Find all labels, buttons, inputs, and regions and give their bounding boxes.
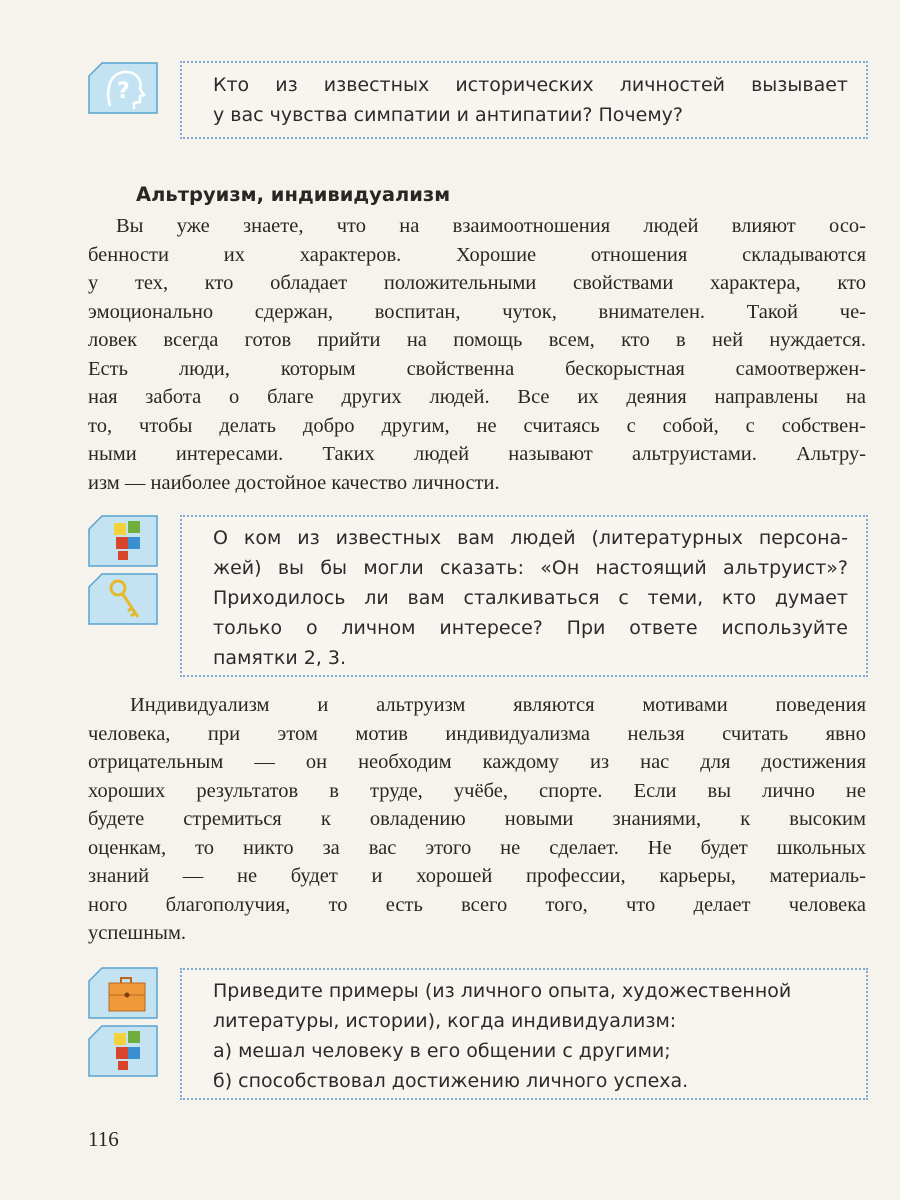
text-line: ными интересами. Таких людей называют альтруистами. Альтру- bbox=[88, 443, 866, 465]
page-number: 116 bbox=[88, 1127, 119, 1151]
question-line: а) мешал человеку в его общении с другими; bbox=[213, 1040, 671, 1062]
question-line: только о личном интересе? При ответе используйте bbox=[213, 617, 848, 639]
text-line: изм — наиболее достойное качество личности. bbox=[88, 471, 500, 494]
key-icon bbox=[88, 573, 158, 625]
paragraph-individualism bbox=[88, 691, 866, 948]
question-line: жей) вы бы могли сказать: «Он настоящий альтруист»? bbox=[213, 557, 848, 579]
question-line: литературы, истории), когда индивидуализм: bbox=[213, 1010, 677, 1032]
text-line: Есть люди, которым свойственна бескорыстная самоотвержен- bbox=[88, 357, 866, 380]
question-line: б) способствовал достижению личного успеха. bbox=[213, 1070, 689, 1092]
text-line: то, чтобы делать добро другим, не считаясь с собой, с собствен- bbox=[88, 414, 866, 437]
question-line: Приходилось ли вам сталкиваться с теми, кто думает bbox=[213, 587, 848, 609]
question-head-icon bbox=[88, 62, 158, 114]
text-line: знаний — не будет и хорошей профессии, карьеры, материаль- bbox=[88, 865, 866, 887]
question-box-2 bbox=[180, 515, 868, 677]
text-line: эмоционально сдержан, воспитан, чуток, внимателен. Такой че- bbox=[88, 300, 866, 323]
question-line: у вас чувства симпатии и антипатии? Почему? bbox=[213, 104, 683, 126]
text-line: Индивидуализм и альтруизм являются мотивами поведения bbox=[130, 694, 866, 716]
text-line: у тех, кто обладает положительными свойствами характера, кто bbox=[88, 272, 866, 294]
text-line: Вы уже знаете, что на взаимоотношения людей влияют осо- bbox=[116, 215, 866, 237]
text-line: ного благополучия, то есть всего того, что делает человека bbox=[88, 893, 866, 916]
text-line: ная забота о благе других людей. Все их деяния направлены на bbox=[88, 386, 866, 408]
text-line: успешным. bbox=[88, 922, 187, 944]
puzzle-icon bbox=[88, 515, 158, 567]
svg-text:?: ? bbox=[117, 79, 130, 104]
puzzle-icon bbox=[88, 1025, 158, 1077]
text-line: бенности их характеров. Хорошие отношения складываются bbox=[88, 243, 866, 266]
text-line: ловек всегда готов прийти на помощь всем, кто в ней нуждается. bbox=[88, 329, 866, 351]
text-line: будете стремиться к овладению новыми знаниями, к высоким bbox=[88, 808, 866, 830]
briefcase-icon bbox=[88, 967, 158, 1019]
question-line: памятки 2, 3. bbox=[213, 647, 347, 669]
question-box-1 bbox=[180, 61, 868, 139]
text-line: оценкам, то никто за вас этого не сделает. Не будет школьных bbox=[88, 836, 866, 859]
question-line: О ком из известных вам людей (литературных персона- bbox=[213, 527, 848, 549]
section-heading: Альтруизм, индивидуализм bbox=[136, 183, 451, 206]
text-line: хороших результатов в труде, учёбе, спорте. Если вы лично не bbox=[88, 779, 866, 802]
text-line: отрицательным — он необходим каждому из нас для достижения bbox=[88, 751, 866, 773]
paragraph-altruism bbox=[88, 212, 866, 497]
question-box-3 bbox=[180, 968, 868, 1100]
text-line: человека, при этом мотив индивидуализма нельзя считать явно bbox=[88, 722, 866, 745]
question-line: Приведите примеры (из личного опыта, художественной bbox=[213, 980, 792, 1002]
question-line: Кто из известных исторических личностей вызывает bbox=[213, 74, 848, 96]
